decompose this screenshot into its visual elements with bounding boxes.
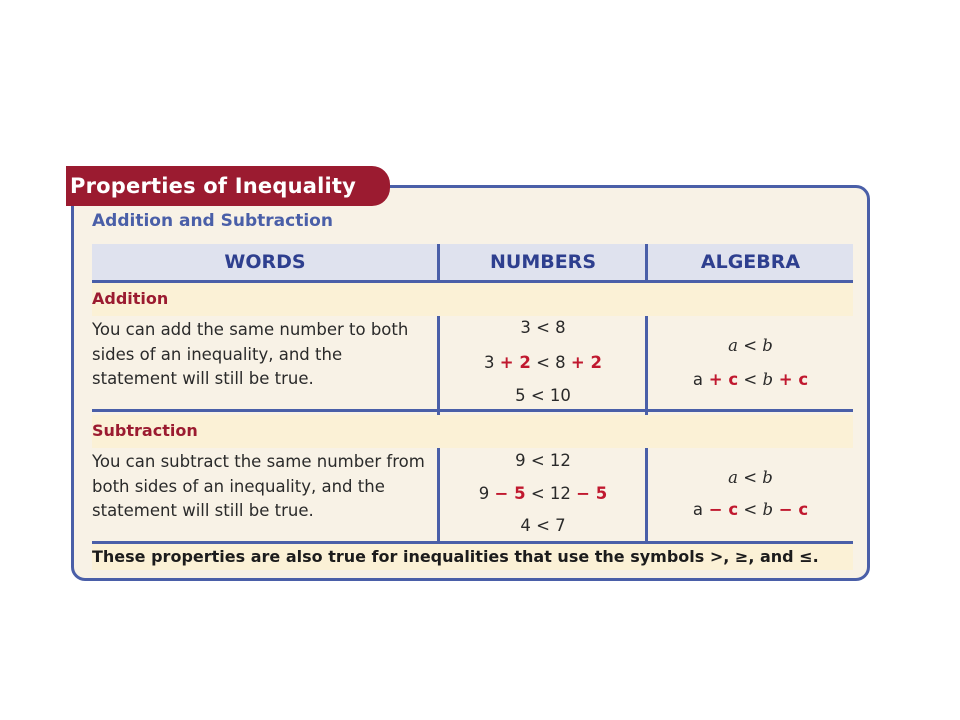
addition-number-line2: 3 + 2 < 8 + 2 <box>484 353 602 372</box>
addition-algebra-line2: a + c < b + c <box>692 370 809 389</box>
subtraction-algebra-line2: a − c < b − c <box>692 500 809 519</box>
addition-band <box>92 283 853 316</box>
subtraction-label: Subtraction <box>92 421 198 440</box>
addition-algebra-line1: a < b <box>728 336 773 355</box>
header-algebra: ALGEBRA <box>700 251 801 273</box>
subtraction-number-line1: 9 < 12 <box>515 451 571 470</box>
table-header-row <box>92 244 853 283</box>
addition-label: Addition <box>92 289 169 308</box>
footer-note: These properties are also true for inequalities that use the symbols >, ≥, and ≤. <box>92 544 853 570</box>
panel-title: Properties of Inequality <box>66 166 390 206</box>
subtraction-number-line3: 4 < 7 <box>520 516 566 535</box>
subtraction-band <box>92 415 853 448</box>
subtraction-words: You can subtract the same number from both sides of an inequality, and the statement will still be true. <box>92 452 425 520</box>
subtraction-algebra-line1: a < b <box>728 468 773 487</box>
section-divider <box>92 409 853 412</box>
subtraction-number-line2: 9 − 5 < 12 − 5 <box>478 484 608 503</box>
header-numbers: NUMBERS <box>489 251 596 273</box>
addition-number-line3: 5 < 10 <box>515 386 571 405</box>
section-title: Addition and Subtraction <box>92 211 333 231</box>
header-words: WORDS <box>224 251 306 273</box>
addition-number-line1: 3 < 8 <box>520 318 566 337</box>
addition-words: You can add the same number to both sides of an inequality, and the statement will still be true. <box>92 320 409 388</box>
